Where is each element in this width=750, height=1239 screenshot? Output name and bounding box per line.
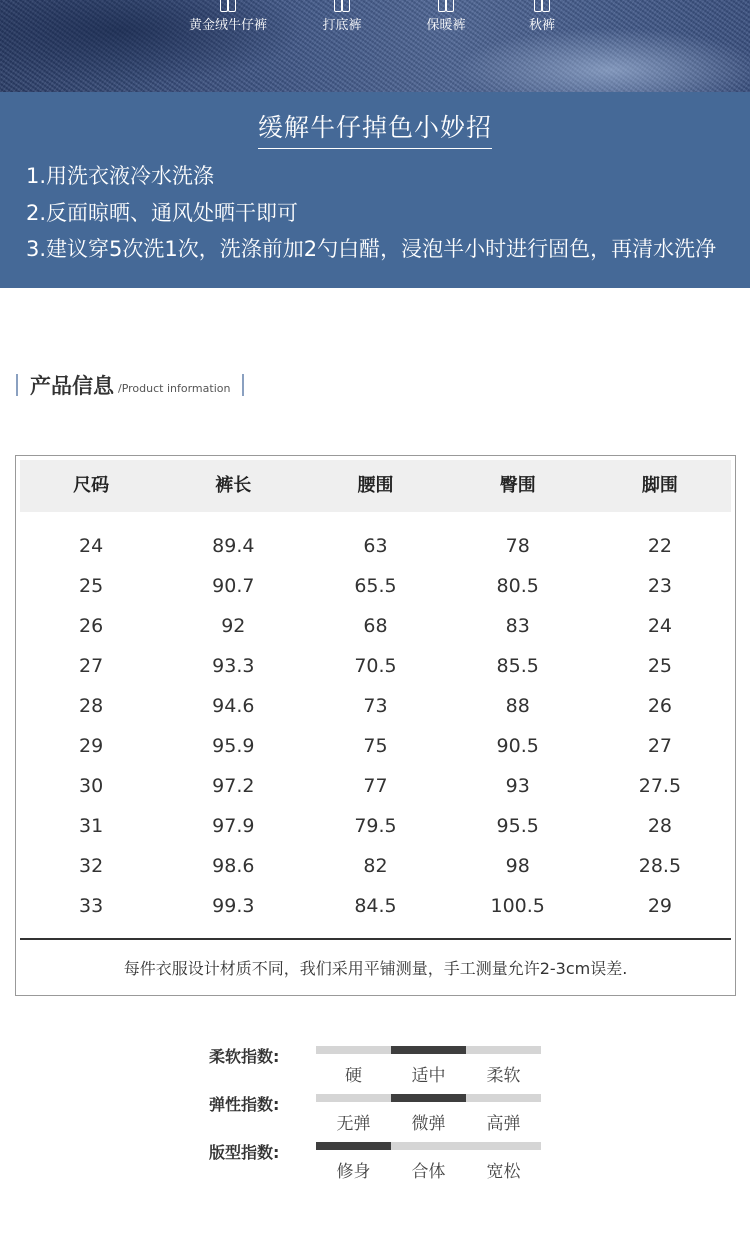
table-cell: 25 — [647, 655, 672, 677]
scale-option-label: 合体 — [411, 1162, 446, 1182]
table-cell: 88 — [505, 695, 530, 717]
product-info-heading — [16, 372, 244, 398]
scale-option-label: 微弹 — [411, 1114, 446, 1134]
category-label: 黄金绒牛仔裤 — [188, 18, 267, 33]
index-label: 版型指数: — [209, 1143, 280, 1162]
size-table-body — [20, 526, 731, 926]
care-tips-panel — [0, 92, 750, 288]
pants-icon — [331, 0, 353, 12]
scale-option-label: 柔软 — [486, 1066, 521, 1086]
category-label: 保暖裤 — [426, 18, 466, 33]
index-scale-labels — [316, 1157, 541, 1182]
category-label: 秋裤 — [528, 18, 555, 33]
scale-segment-selected — [391, 1046, 466, 1054]
pants-icon — [531, 0, 553, 12]
scale-segment — [466, 1094, 541, 1102]
table-cell: 97.9 — [212, 815, 255, 837]
table-cell: 26 — [79, 615, 104, 637]
table-cell: 77 — [363, 775, 388, 797]
table-cell: 93.3 — [212, 655, 255, 677]
table-cell: 29 — [647, 895, 672, 917]
table-row — [20, 726, 731, 766]
header-size: 尺码 — [73, 475, 110, 496]
scale-option-label: 无弹 — [336, 1114, 371, 1134]
table-cell: 98.6 — [212, 855, 255, 877]
index-scale — [316, 1142, 541, 1150]
table-row — [20, 766, 731, 806]
scale-segment-selected — [316, 1142, 391, 1150]
table-cell: 98 — [505, 855, 530, 877]
table-cell: 94.6 — [212, 695, 255, 717]
product-info-subtitle: /Product information — [118, 381, 231, 395]
table-row — [20, 686, 731, 726]
table-cell: 92 — [221, 615, 246, 637]
table-divider — [20, 938, 731, 940]
table-cell: 93 — [505, 775, 530, 797]
care-tip-3: 3.建议穿5次洗1次，洗涤前加2勺白醋，浸泡半小时进行固色，再清水洗净 — [26, 237, 717, 261]
table-cell: 99.3 — [212, 895, 255, 917]
scale-option-label: 适中 — [411, 1066, 446, 1086]
index-label: 弹性指数: — [209, 1095, 280, 1114]
index-scale-labels — [316, 1109, 541, 1134]
table-cell: 65.5 — [354, 575, 397, 597]
table-cell: 27 — [79, 655, 104, 677]
care-tips-title: 缓解牛仔掉色小妙招 — [0, 108, 750, 149]
scale-option-label: 硬 — [345, 1066, 362, 1086]
table-cell: 84.5 — [354, 895, 397, 917]
table-cell: 23 — [647, 575, 672, 597]
product-info-title: 产品信息 — [30, 374, 114, 398]
table-row — [20, 566, 731, 606]
scale-segment — [316, 1094, 391, 1102]
table-cell: 25 — [79, 575, 104, 597]
table-cell: 32 — [79, 855, 104, 877]
table-cell: 27.5 — [638, 775, 682, 797]
header-hem: 脚围 — [641, 475, 678, 496]
table-row — [20, 806, 731, 846]
table-cell: 97.2 — [212, 775, 255, 797]
scale-segment — [391, 1142, 466, 1150]
table-row — [20, 846, 731, 886]
scale-segment — [466, 1046, 541, 1054]
heading-divider — [16, 374, 18, 396]
header-waist: 腰围 — [357, 475, 394, 496]
table-cell: 70.5 — [354, 655, 397, 677]
table-row — [20, 886, 731, 926]
measurement-note: 每件衣服设计材质不同，我们采用平铺测量，手工测量允许2-3cm误差. — [123, 959, 628, 978]
heading-divider — [242, 374, 244, 396]
table-cell: 90.5 — [496, 735, 539, 757]
category-golden-velvet-jeans[interactable] — [186, 0, 270, 33]
table-cell: 83 — [505, 615, 530, 637]
table-cell: 28 — [647, 815, 672, 837]
size-table-header — [20, 460, 731, 512]
table-cell: 75 — [363, 735, 388, 757]
scale-option-label: 宽松 — [486, 1162, 521, 1182]
header-hip: 臀围 — [499, 475, 536, 496]
category-long-johns[interactable] — [520, 0, 564, 33]
table-cell: 85.5 — [496, 655, 539, 677]
index-label: 柔软指数: — [209, 1047, 280, 1066]
table-row — [20, 646, 731, 686]
scale-segment-selected — [391, 1094, 466, 1102]
table-cell: 73 — [363, 695, 388, 717]
category-label: 打底裤 — [322, 18, 362, 33]
table-cell: 68 — [363, 615, 388, 637]
table-cell: 80.5 — [496, 575, 539, 597]
table-cell: 26 — [647, 695, 672, 717]
table-row — [20, 526, 731, 566]
table-cell: 24 — [647, 615, 672, 637]
table-cell: 27 — [647, 735, 672, 757]
care-tip-2: 2.反面晾晒、通风处晒干即可 — [26, 201, 299, 225]
table-cell: 95.5 — [496, 815, 539, 837]
table-cell: 28 — [79, 695, 104, 717]
care-tip-1: 1.用洗衣液冷水洗涤 — [26, 164, 215, 188]
table-cell: 63 — [363, 535, 388, 557]
table-cell: 95.9 — [212, 735, 255, 757]
scale-option-label: 高弹 — [486, 1114, 521, 1134]
scale-segment — [316, 1046, 391, 1054]
table-cell: 29 — [79, 735, 104, 757]
scale-segment — [466, 1142, 541, 1150]
table-cell: 79.5 — [354, 815, 397, 837]
category-thermal-pants[interactable] — [420, 0, 472, 33]
table-cell: 24 — [79, 535, 104, 557]
table-cell: 82 — [363, 855, 388, 877]
table-cell: 22 — [647, 535, 672, 557]
table-cell: 89.4 — [212, 535, 255, 557]
table-cell: 100.5 — [490, 895, 545, 917]
denim-banner — [0, 0, 750, 92]
scale-option-label: 修身 — [336, 1162, 371, 1182]
index-scale — [316, 1094, 541, 1102]
index-scale — [316, 1046, 541, 1054]
header-length: 裤长 — [215, 475, 252, 496]
pants-icon — [217, 0, 239, 12]
category-leggings[interactable] — [316, 0, 368, 33]
size-table — [15, 455, 736, 996]
table-cell: 28.5 — [638, 855, 682, 877]
table-cell: 30 — [79, 775, 104, 797]
table-cell: 90.7 — [212, 575, 255, 597]
table-cell: 31 — [79, 815, 104, 837]
table-row — [20, 606, 731, 646]
index-scale-labels — [316, 1061, 541, 1086]
pants-icon — [435, 0, 457, 12]
table-cell: 78 — [505, 535, 530, 557]
table-cell: 33 — [79, 895, 104, 917]
